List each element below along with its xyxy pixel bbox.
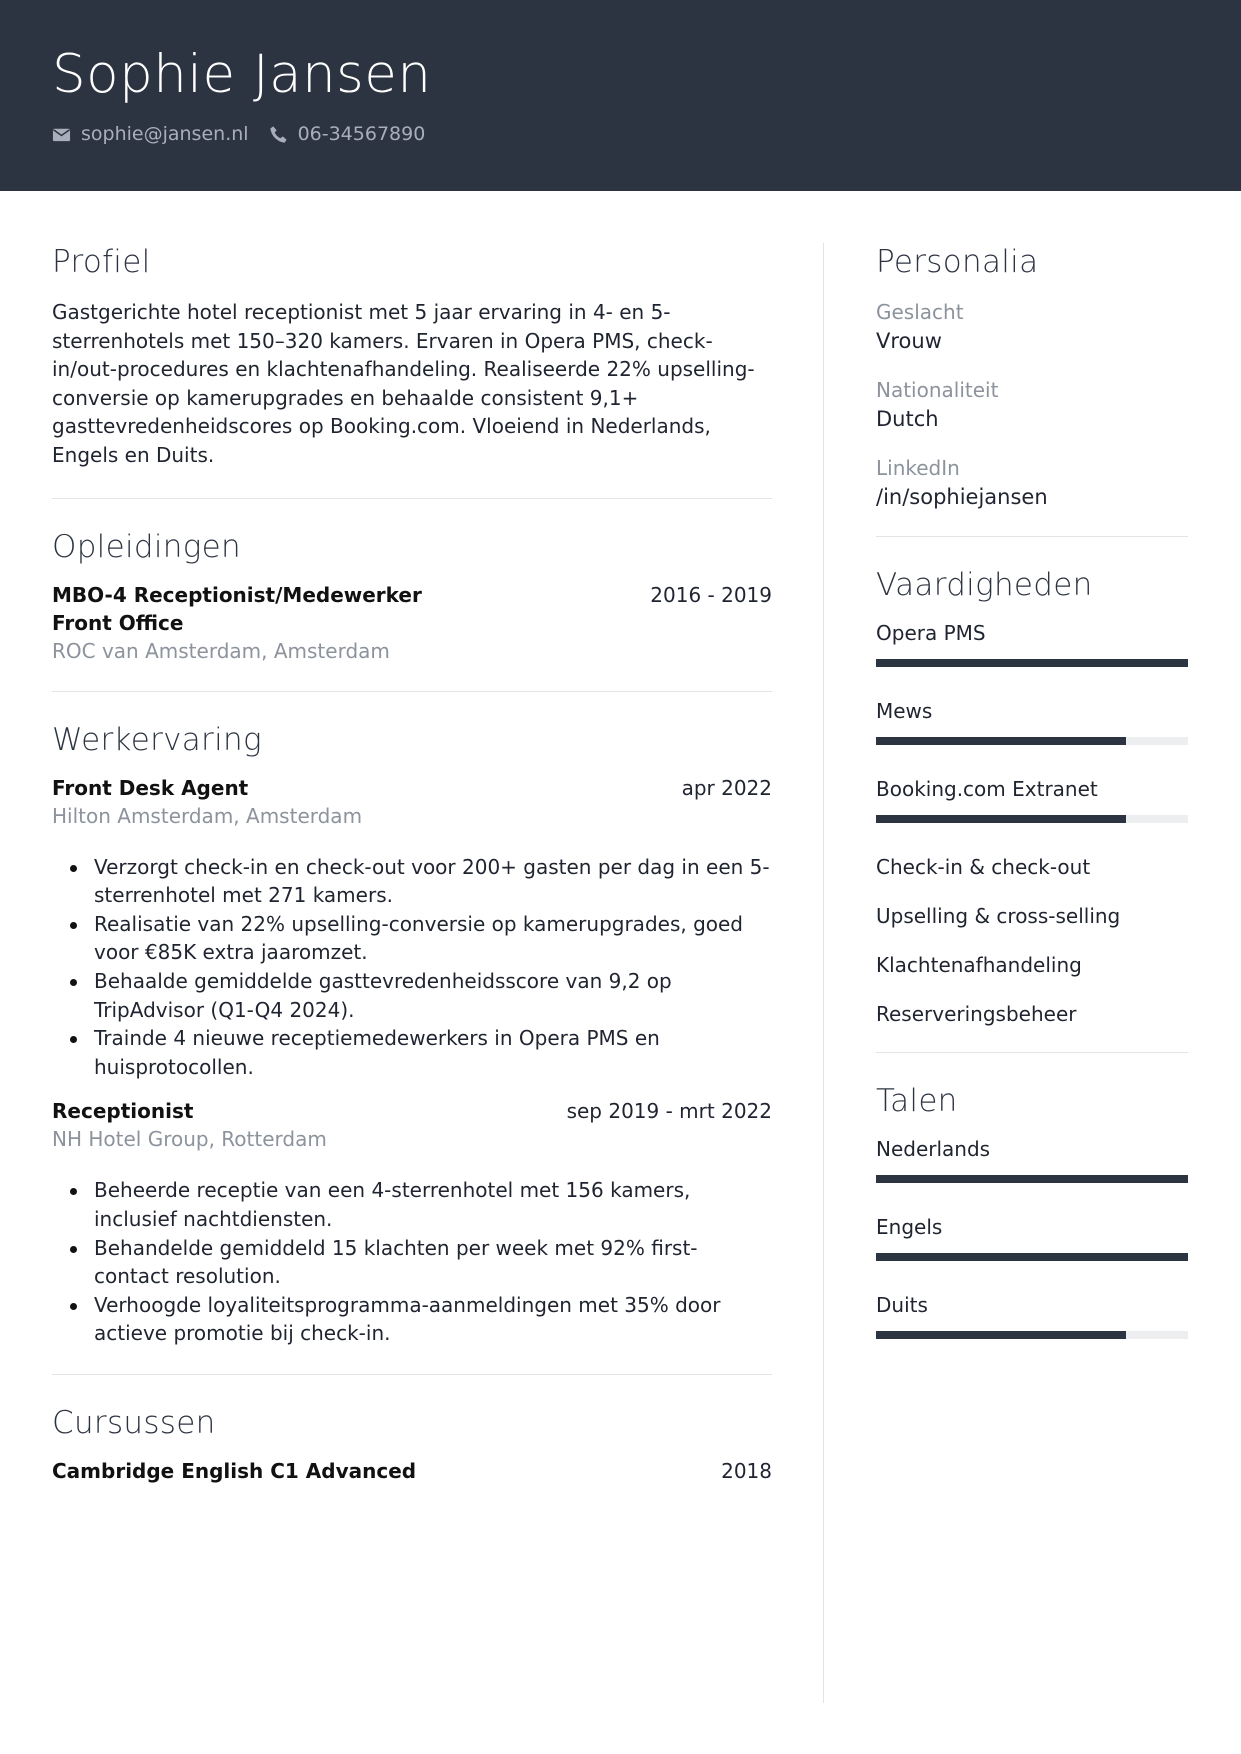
skill-level-fill [876,659,1188,667]
language-name: Nederlands [876,1137,991,1161]
personal-value[interactable]: /in/sophiejansen [876,485,1048,509]
language-level-fill [876,1331,1126,1339]
column-divider [823,243,824,1703]
skill-name: Booking.com Extranet [876,777,1098,801]
phone-icon [269,125,288,144]
main-column [52,238,772,1485]
job-role: Receptionist [52,1099,194,1124]
profile-title: Profiel [52,244,151,280]
personal-label: Geslacht [876,300,964,324]
skill-item [876,619,1188,667]
personal-title: Personalia [876,244,1039,280]
resume-header [0,0,1241,191]
job-bullets [52,853,772,1082]
course-entry [52,1457,772,1485]
skills-title: Vaardigheden [876,567,1093,603]
phone-text: 06-34567890 [297,123,426,145]
section-divider [876,1052,1188,1053]
job-company: NH Hotel Group, Rotterdam [52,1127,327,1152]
language-level-fill [876,1175,1188,1183]
job-entry [52,774,772,1082]
skill-level-fill [876,815,1126,823]
personal-item [876,454,1188,512]
job-bullets [52,1176,772,1348]
skill-name: Klachtenafhandeling [876,953,1082,977]
candidate-name: Sophie Jansen [52,44,432,105]
section-divider [52,691,772,692]
skill-name: Reserveringsbeheer [876,1002,1077,1026]
course-year: 2018 [721,1458,772,1483]
courses-section [52,1399,772,1485]
contact-info [52,123,445,145]
list-item: Trainde 4 nieuwe receptiemedewerkers in Opera PMS en huisprotocollen. [52,1024,772,1081]
course-name: Cambridge English C1 Advanced [52,1458,417,1483]
section-divider [876,536,1188,537]
profile-section [52,238,772,470]
job-dates: sep 2019 - mrt 2022 [566,1099,772,1124]
skill-item [876,775,1188,823]
list-item: Behandelde gemiddeld 15 klachten per week met 92% first-contact resolution. [52,1234,772,1291]
personal-item [876,376,1188,434]
personal-label: Nationaliteit [876,378,999,402]
education-entry [52,581,772,665]
language-item [876,1135,1188,1183]
education-dates: 2016 - 2019 [650,582,772,607]
email-contact[interactable] [52,123,249,145]
job-entry [52,1097,772,1348]
personal-value: Vrouw [876,329,942,353]
skill-name: Opera PMS [876,621,986,645]
language-level-bar [876,1253,1188,1261]
list-item: Beheerde receptie van een 4-sterrenhotel met 156 kamers, inclusief nachtdiensten. [52,1176,772,1233]
language-level-bar [876,1331,1188,1339]
skill-name: Upselling & cross-selling [876,904,1121,928]
skill-name: Mews [876,699,933,723]
education-title: Opleidingen [52,528,241,565]
profile-text: Gastgerichte hotel receptionist met 5 jaar ervaring in 4- en 5-sterrenhotels met 150–320 kamers. Ervaren in Opera PMS, check-in/out-procedures en klachtenafhandeling. Realiseerde 22% upselling-conversie op kamerupgrades en behaalde consistent 9,1+ gasttevredenheidscores op Booking.com. Vloeiend in Nederlands, Engels en Duits. [52,300,755,467]
education-section [52,523,772,665]
envelope-icon [52,125,71,144]
experience-section [52,716,772,1348]
language-name: Engels [876,1215,943,1239]
personal-item [876,298,1188,356]
personal-label: LinkedIn [876,456,960,480]
school-name: ROC van Amsterdam, Amsterdam [52,638,390,663]
sidebar-column [876,238,1188,1339]
section-divider [52,498,772,499]
list-item: Verhoogde loyaliteitsprogramma-aanmeldingen met 35% door actieve promotie bij check-in. [52,1291,772,1348]
skill-level-bar [876,815,1188,823]
list-item: Verzorgt check-in en check-out voor 200+ gasten per dag in een 5-sterrenhotel met 271 kamers. [52,853,772,910]
skills-section [876,561,1188,1028]
skill-level-fill [876,737,1126,745]
skill-level-bar [876,737,1188,745]
list-item: Realisatie van 22% upselling-conversie op kamerupgrades, goed voor €85K extra jaaromzet. [52,910,772,967]
language-level-bar [876,1175,1188,1183]
language-item [876,1213,1188,1261]
skill-item [876,697,1188,745]
experience-title: Werkervaring [52,721,262,758]
skill-name: Check-in & check-out [876,855,1091,879]
job-dates: apr 2022 [681,775,772,800]
languages-section [876,1077,1188,1339]
personal-section [876,238,1188,512]
job-role: Front Desk Agent [52,775,249,800]
courses-title: Cursussen [52,1404,216,1441]
job-company: Hilton Amsterdam, Amsterdam [52,803,363,828]
phone-contact[interactable] [269,123,426,145]
languages-title: Talen [876,1083,958,1119]
email-text: sophie@jansen.nl [81,123,249,145]
language-name: Duits [876,1293,928,1317]
section-divider [52,1374,772,1375]
list-item: Behaalde gemiddelde gasttevredenheidsscore van 9,2 op TripAdvisor (Q1-Q4 2024). [52,967,772,1024]
degree-name: MBO-4 Receptionist/Medewerker Front Office [52,582,422,635]
personal-value: Dutch [876,407,939,431]
language-level-fill [876,1253,1188,1261]
skill-level-bar [876,659,1188,667]
language-item [876,1291,1188,1339]
